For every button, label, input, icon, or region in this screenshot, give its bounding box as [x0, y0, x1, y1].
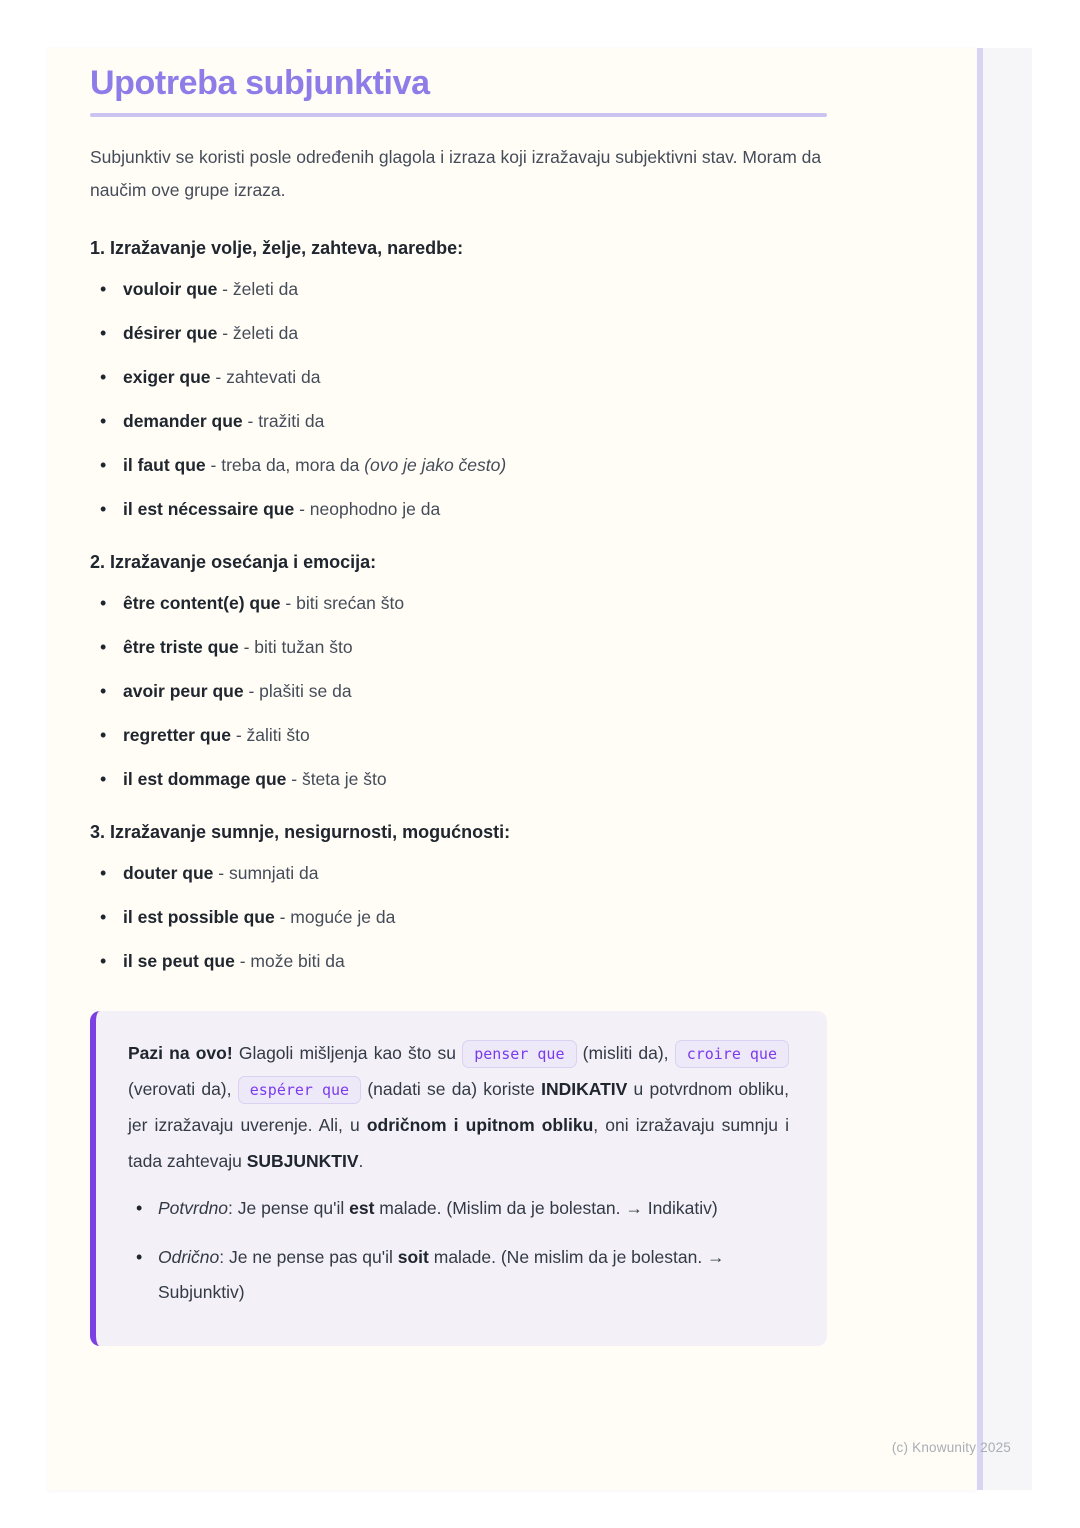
callout-lead-bold: Pazi na ovo! [128, 1043, 233, 1063]
separator: - [280, 593, 297, 613]
callout-paragraph [128, 1035, 789, 1179]
callout-text-segment: . [358, 1151, 364, 1171]
callout-box [90, 1011, 827, 1346]
separator: - [217, 279, 233, 299]
list-item [90, 591, 827, 615]
definition-text: biti srećan što [296, 593, 405, 613]
definition-text: žaliti što [246, 725, 310, 745]
definition-text: želeti da [232, 323, 299, 343]
definition-text: tražiti da [258, 411, 325, 431]
separator: - [238, 637, 255, 657]
term-text: exiger que [123, 367, 211, 387]
example-item-potvrdno [128, 1191, 789, 1226]
term-text: vouloir que [123, 279, 218, 299]
separator: - [274, 907, 291, 927]
list-item [90, 767, 827, 791]
separator: - [213, 863, 229, 883]
next-page-preview-strip[interactable] [977, 48, 1032, 1490]
separator: - [210, 367, 227, 387]
definition-text: može biti da [250, 951, 345, 971]
separator: - [286, 769, 302, 789]
section-heading-2: 2. Izražavanje osećanja i emocija: [90, 552, 377, 572]
term-text: être triste que [123, 637, 239, 657]
term-text: être content(e) que [123, 593, 281, 613]
term-text: il est nécessaire que [123, 499, 295, 519]
term-text: il se peut que [123, 951, 235, 971]
list-item [90, 723, 827, 747]
definition-text: treba da, mora da [221, 455, 365, 475]
section-heading-1: 1. Izražavanje volje, želje, zahteva, naredbe: [90, 238, 464, 258]
example-item-odricno [128, 1240, 789, 1310]
definition-text: želeti da [232, 279, 299, 299]
example-text: : Je ne pense pas qu'il [219, 1247, 398, 1267]
term-text: désirer que [123, 323, 218, 343]
section-heading-3: 3. Izražavanje sumnje, nesigurnosti, mogućnosti: [90, 822, 511, 842]
callout-text-segment: (misliti da), [576, 1043, 675, 1063]
list-item [90, 365, 827, 389]
intro-paragraph: Subjunktiv se koristi posle određenih glagola i izraza koji izražavaju subjektivni stav. Moram da naučim ove grupe izraza. [90, 147, 822, 200]
code-chip-penser-que: penser que [462, 1040, 576, 1068]
callout-example-list [128, 1191, 789, 1310]
definition-text: sumnjati da [228, 863, 319, 883]
callout-bold-subjunktiv: SUBJUNKTIV [246, 1151, 359, 1171]
definition-text: neophodno je da [309, 499, 441, 519]
callout-bold-odricnom: odričnom i upitnom obliku [366, 1115, 594, 1135]
section-1-list [90, 277, 827, 521]
separator: - [234, 951, 251, 971]
code-chip-esperer-que: espérer que [238, 1076, 361, 1104]
definition-text: šteta je što [301, 769, 387, 789]
term-text: il faut que [123, 455, 206, 475]
term-text: il est possible que [123, 907, 275, 927]
example-text: : Je pense qu'il [228, 1198, 350, 1218]
definition-text: plašiti se da [259, 681, 352, 701]
separator: - [217, 323, 233, 343]
list-item [90, 905, 827, 929]
section-3-list [90, 861, 827, 973]
notes-page-card [48, 48, 976, 1490]
list-item [90, 635, 827, 659]
term-text: douter que [123, 863, 214, 883]
title-underline-divider [90, 113, 827, 117]
example-bold-verb: soit [397, 1247, 429, 1267]
term-text: regretter que [123, 725, 231, 745]
list-item [90, 277, 827, 301]
callout-text-segment: Glagoli mišljenja kao što su [232, 1043, 463, 1063]
list-item [90, 679, 827, 703]
separator: - [230, 725, 247, 745]
separator: - [205, 455, 222, 475]
callout-text-segment: u potvrdnom obliku, jer izražavaju uverenje. Ali, u [128, 1079, 790, 1135]
callout-text-segment: (nadati se da) koriste [361, 1079, 542, 1099]
callout-text-segment: , oni izražavaju sumnju i tada zahtevaju [128, 1115, 789, 1171]
example-label-italic: Potvrdno [158, 1198, 229, 1218]
term-text: avoir peur que [123, 681, 244, 701]
separator: - [242, 411, 259, 431]
definition-text: biti tužan što [254, 637, 353, 657]
term-text: il est dommage que [123, 769, 287, 789]
page-title: Upotreba subjunktiva [90, 64, 430, 102]
list-item [90, 497, 827, 521]
definition-text: zahtevati da [226, 367, 321, 387]
callout-bold-indikativ: INDIKATIV [541, 1079, 628, 1099]
notes-content [48, 48, 976, 1346]
example-label-italic: Odrično [158, 1247, 220, 1267]
example-text: malade. (Mislim da je bolestan. → Indikativ) [374, 1198, 718, 1218]
definition-text: moguće je da [290, 907, 396, 927]
example-bold-verb: est [349, 1198, 375, 1218]
callout-text-segment: (verovati da), [128, 1079, 238, 1099]
list-item [90, 321, 827, 345]
code-chip-croire-que: croire que [675, 1040, 789, 1068]
separator: - [243, 681, 260, 701]
term-text: demander que [123, 411, 243, 431]
copyright-footer: (c) Knowunity 2025 [891, 1440, 1011, 1455]
list-item [90, 409, 827, 433]
example-text: malade. (Ne mislim da je bolestan. → Subjunktiv) [158, 1247, 725, 1302]
list-item [90, 861, 827, 885]
list-item [90, 949, 827, 973]
list-item [90, 453, 827, 477]
section-2-list [90, 591, 827, 791]
italic-note: (ovo je jako često) [364, 455, 507, 475]
separator: - [294, 499, 310, 519]
